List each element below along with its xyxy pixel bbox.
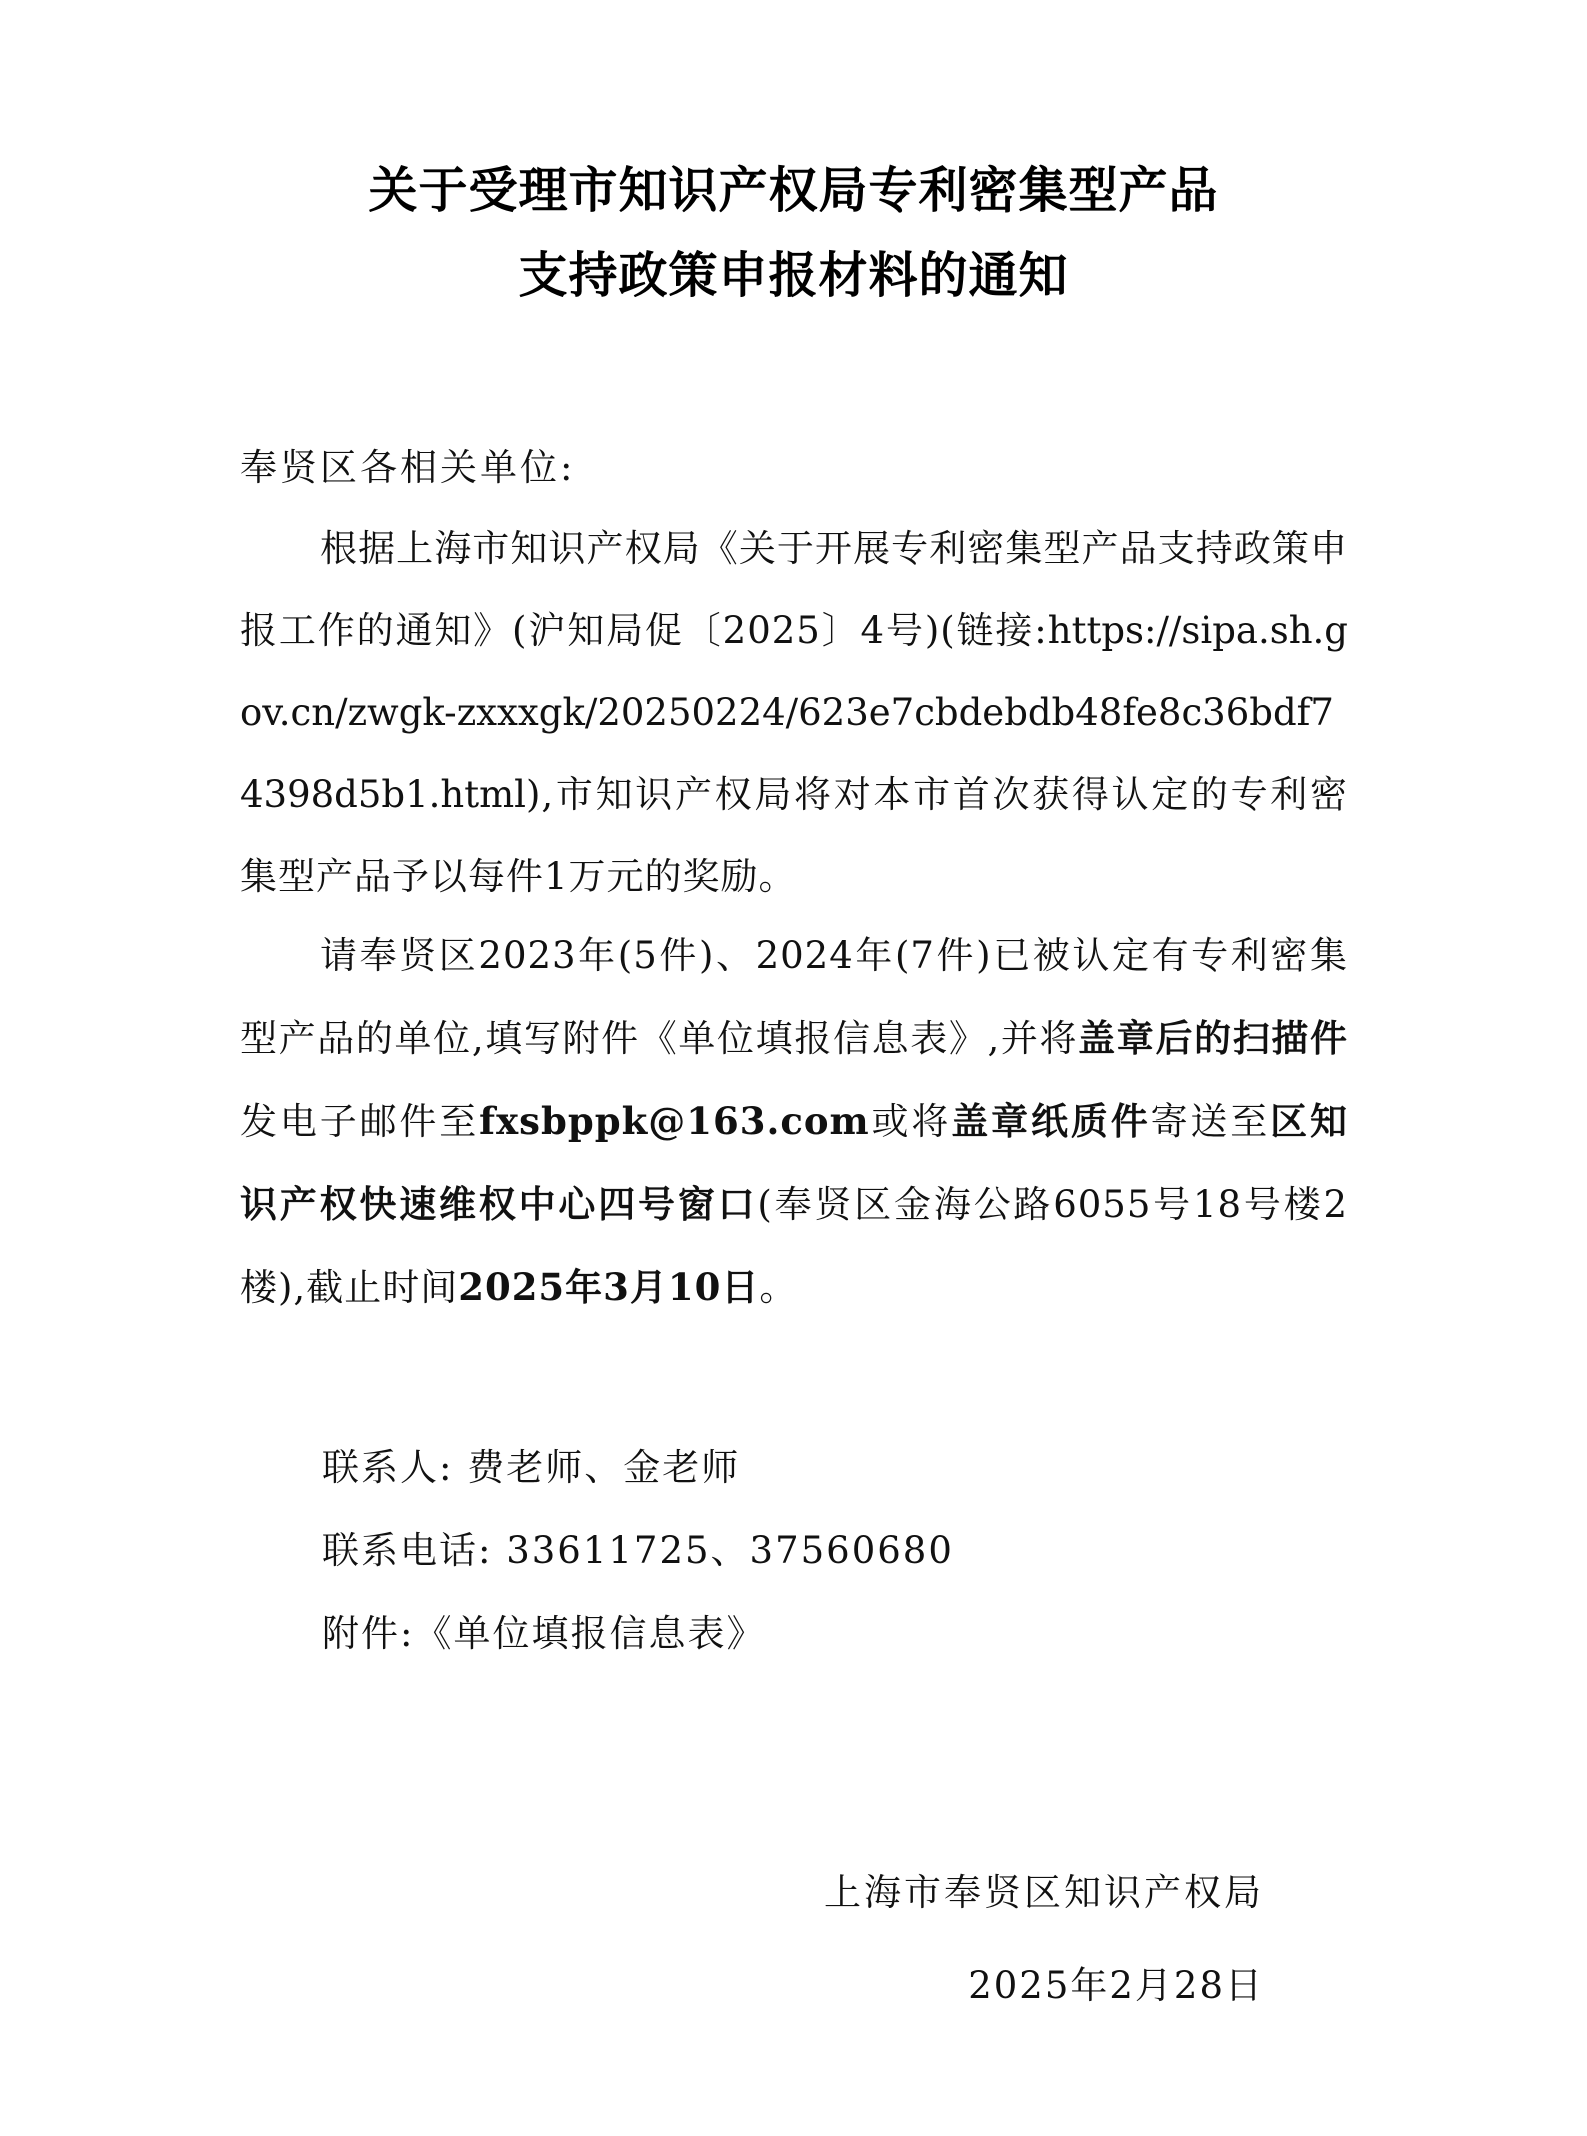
- contact-person: 联系人: 费老师、金老师: [322, 1446, 741, 1489]
- paragraph-2-text-a: 请奉贤区2023年(5件)、2024年(7件)已被认定有专利密集型产品的单位,填写附件《单位填报信息表》,并将: [240, 934, 1348, 1060]
- paragraph-1-text-b: ),市知识产权局将对本市首次获得认定的专利密集型产品予以每件1万元的奖励。: [240, 773, 1348, 898]
- deadline-date: 2025年3月10日: [458, 1265, 760, 1309]
- paragraph-policy-basis: [240, 508, 1348, 918]
- paragraph-1-text-a: 根据上海市知识产权局《关于开展专利密集型产品支持政策申报工作的通知》(沪知局促〔2025〕4号)(链接:: [240, 527, 1348, 652]
- contact-phone: 联系电话: 33611725、37560680: [322, 1529, 954, 1572]
- paragraph-submission-instructions: [240, 915, 1348, 1329]
- issuer-signature: 上海市奉贤区知识产权局: [824, 1871, 1264, 1914]
- bold-window-location: 区知识产权快速维权中心四号窗口: [240, 1099, 1348, 1226]
- paragraph-2-text-c: 或将: [869, 1100, 952, 1143]
- bold-paper-copy: 盖章纸质件: [951, 1099, 1151, 1143]
- paragraph-2-text-b: 发电子邮件至: [240, 1100, 480, 1143]
- attachment-line: 附件:《单位填报信息表》: [322, 1612, 766, 1655]
- paragraph-2-text-f: 。: [759, 1266, 798, 1309]
- email-address[interactable]: fxsbppk@163.com: [479, 1099, 870, 1143]
- paragraph-2-text-d: 寄送至: [1150, 1100, 1271, 1143]
- bold-scanned-copy: 盖章后的扫描件: [1078, 1016, 1348, 1060]
- salutation: 奉贤区各相关单位:: [240, 446, 576, 489]
- paragraph-2-text-e: (奉贤区金海公路6055号18号楼2楼),截止时间: [240, 1183, 1348, 1309]
- title-line-2: 支持政策申报材料的通知: [518, 246, 1069, 304]
- title-line-1: 关于受理市知识产权局专利密集型产品: [368, 161, 1219, 219]
- issue-date: 2025年2月28日: [968, 1964, 1264, 2007]
- policy-link[interactable]: https://sipa.sh.gov.cn/zwgk-zxxxgk/20250224/623e7cbdebdb48fe8c36bdf74398d5b1.html: [240, 609, 1348, 816]
